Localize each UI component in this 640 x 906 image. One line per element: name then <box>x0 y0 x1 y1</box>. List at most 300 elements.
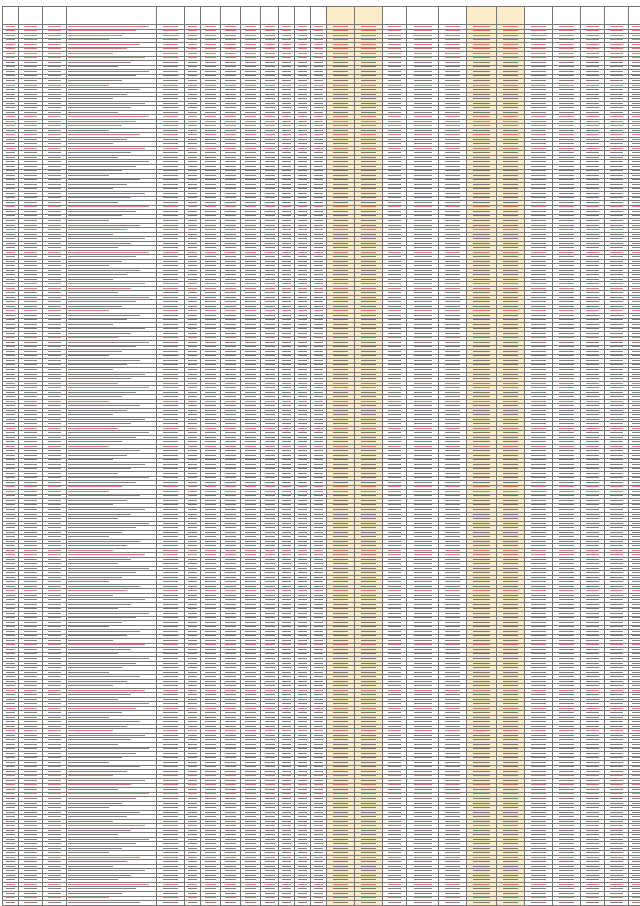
cell-text-mark <box>188 193 197 194</box>
cell-text-mark <box>586 252 599 253</box>
table-cell[interactable] <box>67 192 157 197</box>
cell-text-mark <box>414 414 432 415</box>
cell-text-mark <box>265 211 275 212</box>
cell-text-mark <box>333 80 348 81</box>
cell-text-mark <box>445 396 460 397</box>
cell-text-mark <box>205 432 216 433</box>
table-row <box>3 34 640 39</box>
cell-text-mark <box>473 125 490 126</box>
cell-text-mark <box>48 143 61 144</box>
cell-text-mark <box>265 410 275 411</box>
cell-text-mark <box>531 179 546 180</box>
column-header-21[interactable] <box>525 7 553 25</box>
column-header-2[interactable] <box>19 7 43 25</box>
cell-text-mark <box>632 288 640 289</box>
cell-text-mark <box>445 437 460 438</box>
cell-text-mark <box>632 53 640 54</box>
table-cell[interactable] <box>67 205 157 210</box>
cell-text-mark <box>68 292 118 293</box>
cell-text-mark <box>361 437 376 438</box>
cell-text-mark <box>24 265 37 266</box>
column-header-6[interactable] <box>185 7 201 25</box>
cell-text-mark <box>531 315 546 316</box>
cell-text-mark <box>6 414 15 415</box>
cell-text-mark <box>163 374 178 375</box>
cell-text-mark <box>24 428 37 429</box>
cell-text-mark <box>361 53 376 54</box>
cell-text-mark <box>163 238 178 239</box>
table-cell[interactable] <box>67 431 157 436</box>
cell-text-mark <box>388 374 401 375</box>
cell-text-mark <box>298 71 307 72</box>
cell-text-mark <box>205 455 216 456</box>
cell-text-mark <box>6 428 15 429</box>
cell-text-mark <box>559 175 574 176</box>
cell-text-mark <box>282 85 291 86</box>
cell-text-mark <box>314 410 323 411</box>
cell-text-mark <box>48 337 61 338</box>
cell-text-mark <box>314 215 323 216</box>
table-cell[interactable] <box>67 327 157 332</box>
column-header-19[interactable] <box>467 7 497 25</box>
cell-text-mark <box>163 85 178 86</box>
table-cell[interactable] <box>67 56 157 61</box>
table-cell[interactable] <box>67 146 157 151</box>
cell-text-mark <box>245 337 256 338</box>
cell-text-mark <box>225 26 236 27</box>
table-cell[interactable] <box>67 386 157 391</box>
cell-text-mark <box>314 188 323 189</box>
column-header-11[interactable] <box>279 7 295 25</box>
cell-text-mark <box>586 238 599 239</box>
table-cell[interactable] <box>67 237 157 242</box>
cell-text-mark <box>503 175 518 176</box>
cell-text-mark <box>314 310 323 311</box>
cell-text-mark <box>298 265 307 266</box>
cell-text-mark <box>298 157 307 158</box>
cell-text-mark <box>163 62 178 63</box>
cell-text-mark <box>610 35 623 36</box>
cell-text-mark <box>68 35 122 36</box>
cell-text-mark <box>503 328 518 329</box>
cell-text-mark <box>531 378 546 379</box>
cell-text-mark <box>298 166 307 167</box>
cell-text-mark <box>298 197 307 198</box>
cell-text-mark <box>6 157 15 158</box>
cell-text-mark <box>205 44 216 45</box>
cell-text-mark <box>298 441 307 442</box>
cell-text-mark <box>473 450 490 451</box>
column-header-5[interactable] <box>157 7 185 25</box>
cell-text-mark <box>414 202 432 203</box>
column-header-24[interactable] <box>605 7 629 25</box>
cell-text-mark <box>68 419 145 420</box>
cell-text-mark <box>314 112 323 113</box>
cell-text-mark <box>282 26 291 27</box>
cell-text-mark <box>586 446 599 447</box>
cell-text-mark <box>298 225 307 226</box>
cell-text-mark <box>188 279 197 280</box>
cell-text-mark <box>245 161 256 162</box>
cell-text-mark <box>610 66 623 67</box>
cell-text-mark <box>188 310 197 311</box>
cell-text-mark <box>68 89 140 90</box>
column-header-8[interactable] <box>221 7 241 25</box>
column-header-14[interactable] <box>327 7 355 25</box>
cell-text-mark <box>361 225 376 226</box>
cell-text-mark <box>205 419 216 420</box>
cell-text-mark <box>414 342 432 343</box>
cell-text-mark <box>245 234 256 235</box>
cell-text-mark <box>503 252 518 253</box>
cell-text-mark <box>265 202 275 203</box>
cell-text-mark <box>282 459 291 460</box>
table-cell[interactable] <box>67 160 157 165</box>
table-cell[interactable] <box>67 417 157 422</box>
table-row <box>3 318 640 323</box>
cell-text-mark <box>503 179 518 180</box>
cell-text-mark <box>559 310 574 311</box>
cell-text-mark <box>610 310 623 311</box>
column-header-17[interactable] <box>407 7 439 25</box>
cell-text-mark <box>163 184 178 185</box>
cell-text-mark <box>503 98 518 99</box>
cell-text-mark <box>188 62 197 63</box>
cell-text-mark <box>445 112 460 113</box>
table-row <box>3 228 640 233</box>
cell-text-mark <box>68 450 140 451</box>
cell-text-mark <box>163 319 178 320</box>
column-header-18[interactable] <box>439 7 467 25</box>
column-header-4[interactable] <box>67 7 157 25</box>
cell-text-mark <box>473 301 490 302</box>
cell-text-mark <box>245 170 256 171</box>
cell-text-mark <box>473 405 490 406</box>
cell-text-mark <box>314 125 323 126</box>
cell-text-mark <box>6 337 15 338</box>
cell-text-mark <box>163 378 178 379</box>
cell-text-mark <box>265 30 275 31</box>
cell-text-mark <box>610 301 623 302</box>
cell-text-mark <box>163 157 178 158</box>
cell-text-mark <box>6 261 15 262</box>
cell-text-mark <box>48 184 61 185</box>
cell-text-mark <box>188 39 197 40</box>
cell-text-mark <box>298 48 307 49</box>
table-cell[interactable] <box>67 282 157 287</box>
cell-text-mark <box>68 374 145 375</box>
cell-text-mark <box>282 337 291 338</box>
cell-text-mark <box>163 30 178 31</box>
table-cell[interactable] <box>67 341 157 346</box>
cell-text-mark <box>282 238 291 239</box>
cell-text-mark <box>48 121 61 122</box>
cell-text-mark <box>473 157 490 158</box>
cell-text-mark <box>314 157 323 158</box>
cell-text-mark <box>531 71 546 72</box>
cell-text-mark <box>531 428 546 429</box>
cell-text-mark <box>205 315 216 316</box>
cell-text-mark <box>245 48 256 49</box>
cell-text-mark <box>225 405 236 406</box>
cell-text-mark <box>559 103 574 104</box>
cell-text-mark <box>314 71 323 72</box>
cell-text-mark <box>559 48 574 49</box>
cell-text-mark <box>388 98 401 99</box>
cell-text-mark <box>361 103 376 104</box>
cell-text-mark <box>163 71 178 72</box>
cell-text-mark <box>6 66 15 67</box>
cell-text-mark <box>388 328 401 329</box>
cell-text-mark <box>333 297 348 298</box>
cell-text-mark <box>265 252 275 253</box>
cell-text-mark <box>473 360 490 361</box>
cell-text-mark <box>473 193 490 194</box>
cell-text-mark <box>163 315 178 316</box>
column-header-3[interactable] <box>43 7 67 25</box>
cell-text-mark <box>245 279 256 280</box>
cell-text-mark <box>388 256 401 257</box>
cell-text-mark <box>48 229 61 230</box>
cell-text-mark <box>163 450 178 451</box>
cell-text-mark <box>265 80 275 81</box>
cell-text-mark <box>414 351 432 352</box>
cell-text-mark <box>6 197 15 198</box>
cell-text-mark <box>632 143 640 144</box>
cell-text-mark <box>24 202 37 203</box>
cell-text-mark <box>282 211 291 212</box>
cell-text-mark <box>632 423 640 424</box>
cell-text-mark <box>388 71 401 72</box>
cell-text-mark <box>531 243 546 244</box>
cell-text-mark <box>559 193 574 194</box>
cell-text-mark <box>531 234 546 235</box>
column-header-12[interactable] <box>295 7 311 25</box>
cell-text-mark <box>298 247 307 248</box>
cell-text-mark <box>265 437 275 438</box>
cell-text-mark <box>188 265 197 266</box>
cell-text-mark <box>333 428 348 429</box>
cell-text-mark <box>314 346 323 347</box>
cell-text-mark <box>265 405 275 406</box>
cell-text-mark <box>361 401 376 402</box>
cell-text-mark <box>225 57 236 58</box>
cell-text-mark <box>265 197 275 198</box>
cell-text-mark <box>473 202 490 203</box>
cell-text-mark <box>188 238 197 239</box>
table-cell[interactable] <box>67 295 157 300</box>
cell-text-mark <box>503 220 518 221</box>
cell-text-mark <box>559 288 574 289</box>
column-header-16[interactable] <box>383 7 407 25</box>
cell-text-mark <box>445 292 460 293</box>
cell-text-mark <box>333 157 348 158</box>
cell-text-mark <box>225 225 236 226</box>
cell-text-mark <box>333 57 348 58</box>
cell-text-mark <box>188 71 197 72</box>
cell-text-mark <box>388 152 401 153</box>
cell-text-mark <box>586 360 599 361</box>
cell-text-mark <box>559 392 574 393</box>
column-header-23[interactable] <box>581 7 605 25</box>
column-header-22[interactable] <box>553 7 581 25</box>
cell-text-mark <box>68 225 140 226</box>
cell-text-mark <box>24 392 37 393</box>
cell-text-mark <box>205 193 216 194</box>
cell-text-mark <box>503 89 518 90</box>
column-header-10[interactable] <box>261 7 279 25</box>
cell-text-mark <box>205 342 216 343</box>
cell-text-mark <box>298 125 307 126</box>
cell-text-mark <box>586 121 599 122</box>
cell-text-mark <box>314 450 323 451</box>
cell-text-mark <box>163 75 178 76</box>
cell-text-mark <box>473 39 490 40</box>
cell-text-mark <box>314 428 323 429</box>
cell-text-mark <box>48 315 61 316</box>
cell-text-mark <box>503 315 518 316</box>
cell-text-mark <box>6 324 15 325</box>
cell-text-mark <box>24 405 37 406</box>
cell-text-mark <box>388 401 401 402</box>
cell-text-mark <box>163 116 178 117</box>
cell-text-mark <box>388 94 401 95</box>
column-header-9[interactable] <box>241 7 261 25</box>
cell-text-mark <box>48 234 61 235</box>
cell-text-mark <box>586 346 599 347</box>
cell-text-mark <box>632 139 640 140</box>
cell-text-mark <box>361 405 376 406</box>
cell-text-mark <box>473 441 490 442</box>
cell-text-mark <box>445 414 460 415</box>
table-cell[interactable] <box>67 101 157 106</box>
cell-text-mark <box>445 35 460 36</box>
cell-text-mark <box>225 85 236 86</box>
cell-text-mark <box>298 256 307 257</box>
cell-text-mark <box>586 26 599 27</box>
cell-text-mark <box>473 143 490 144</box>
cell-text-mark <box>473 346 490 347</box>
cell-text-mark <box>282 256 291 257</box>
cell-text-mark <box>225 270 236 271</box>
cell-text-mark <box>503 265 518 266</box>
cell-text-mark <box>414 432 432 433</box>
cell-text-mark <box>586 175 599 176</box>
table-cell[interactable] <box>67 372 157 377</box>
table-cell[interactable] <box>67 70 157 75</box>
cell-text-mark <box>610 152 623 153</box>
cell-text-mark <box>361 392 376 393</box>
cell-text-mark <box>314 378 323 379</box>
cell-text-mark <box>225 66 236 67</box>
cell-text-mark <box>559 116 574 117</box>
cell-text-mark <box>559 401 574 402</box>
cell-text-mark <box>6 98 15 99</box>
cell-text-mark <box>163 247 178 248</box>
cell-text-mark <box>225 130 236 131</box>
cell-text-mark <box>414 220 432 221</box>
cell-text-mark <box>610 107 623 108</box>
column-header-20[interactable] <box>497 7 525 25</box>
cell-text-mark <box>586 116 599 117</box>
cell-text-mark <box>503 364 518 365</box>
cell-text-mark <box>632 455 640 456</box>
cell-text-mark <box>24 279 37 280</box>
cell-text-mark <box>503 369 518 370</box>
cell-text-mark <box>414 328 432 329</box>
table-cell[interactable] <box>67 115 157 120</box>
cell-text-mark <box>503 134 518 135</box>
cell-text-mark <box>473 179 490 180</box>
cell-text-mark <box>298 220 307 221</box>
cell-text-mark <box>414 337 432 338</box>
cell-text-mark <box>48 306 61 307</box>
table-cell[interactable] <box>67 250 157 255</box>
cell-text-mark <box>361 44 376 45</box>
cell-text-mark <box>225 53 236 54</box>
cell-text-mark <box>610 364 623 365</box>
cell-text-mark <box>205 152 216 153</box>
cell-text-mark <box>333 337 348 338</box>
cell-text-mark <box>333 401 348 402</box>
cell-text-mark <box>298 346 307 347</box>
cell-text-mark <box>632 184 640 185</box>
cell-text-mark <box>282 346 291 347</box>
cell-text-mark <box>361 423 376 424</box>
cell-text-mark <box>225 211 236 212</box>
cell-text-mark <box>225 197 236 198</box>
cell-text-mark <box>473 288 490 289</box>
cell-text-mark <box>388 450 401 451</box>
cell-text-mark <box>225 446 236 447</box>
cell-text-mark <box>265 170 275 171</box>
column-header-25[interactable] <box>629 7 640 25</box>
cell-text-mark <box>265 310 275 311</box>
cell-text-mark <box>298 414 307 415</box>
cell-text-mark <box>333 143 348 144</box>
cell-text-mark <box>610 243 623 244</box>
column-header-15[interactable] <box>355 7 383 25</box>
cell-text-mark <box>24 459 37 460</box>
table-cell[interactable] <box>67 463 157 468</box>
cell-text-mark <box>68 337 118 338</box>
cell-text-mark <box>225 238 236 239</box>
cell-text-mark <box>298 355 307 356</box>
cell-text-mark <box>163 161 178 162</box>
column-header-7[interactable] <box>201 7 221 25</box>
table-cell[interactable] <box>67 25 157 30</box>
cell-text-mark <box>314 432 323 433</box>
cell-text-mark <box>414 378 432 379</box>
cell-text-mark <box>388 432 401 433</box>
cell-text-mark <box>188 94 197 95</box>
cell-text-mark <box>388 161 401 162</box>
cell-text-mark <box>24 94 37 95</box>
cell-text-mark <box>445 337 460 338</box>
cell-text-mark <box>225 283 236 284</box>
cell-text-mark <box>205 94 216 95</box>
cell-text-mark <box>388 30 401 31</box>
column-header-13[interactable] <box>311 7 327 25</box>
cell-text-mark <box>188 351 197 352</box>
cell-text-mark <box>163 170 178 171</box>
column-header-1[interactable] <box>3 7 19 25</box>
table-row <box>3 38 640 43</box>
cell-text-mark <box>333 252 348 253</box>
cell-text-mark <box>632 125 640 126</box>
cell-text-mark <box>361 364 376 365</box>
cell-text-mark <box>361 143 376 144</box>
